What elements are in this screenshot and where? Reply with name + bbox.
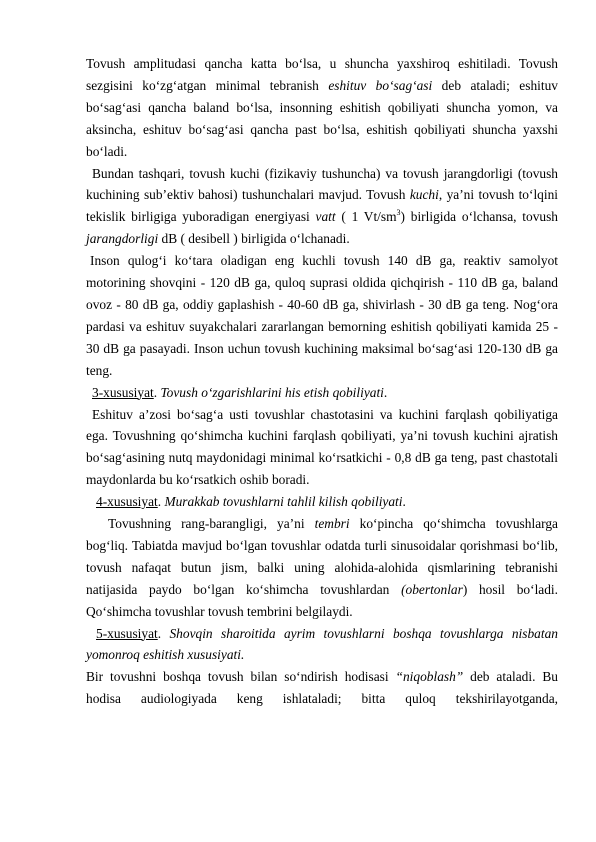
- document-body: [86, 53, 558, 710]
- term-tembri: tembri: [314, 516, 350, 532]
- paragraph-masking: Bir tovushni boshqa tovush bilan so‘ndirish hodisasi “niqoblash” deb ataladi. Bu hodisa audiologiyada keng ishlataladi; bitta quloq tekshirilayotganda,: [86, 669, 558, 707]
- term-kuchi: kuchi: [409, 187, 439, 203]
- term-jarangdorligi: jarangdorligi: [86, 231, 159, 247]
- heading-property-4: 4-xususiyat. Murakkab tovushlarni tahlil kilish qobiliyati.: [96, 494, 406, 510]
- paragraph-loudness-threshold: Tovush amplitudasi qancha katta bo‘lsa, u shuncha yaxshiroq eshitiladi. Tovush sezgisini ko‘zg‘atgan minimal tebranish eshituv bo‘sag‘asi deb ataladi; eshituv bo‘sag‘asi qancha baland bo‘lsa, insonning eshitish qobiliyati shuncha yomon, va aksincha, eshituv bo‘sag‘asi qancha past bo‘lsa, eshitish qobiliyati shuncha yaxshi bo‘ladi.: [86, 56, 558, 159]
- term-vatt: vatt: [315, 209, 336, 225]
- property-4-title: Murakkab tovushlarni tahlil kilish qobiliyati: [164, 494, 403, 510]
- term-obertonlar: (obertonlar: [401, 581, 463, 597]
- paragraph-db-levels: Inson qulog‘i ko‘tara oladigan eng kuchli tovush 140 dB ga, reaktiv samolyot motorining shovqini - 120 dB ga, quloq suprasi oldida qichqirish - 110 dB ga, baland ovoz - 80 dB ga, oddiy gaplashish - 40-60 dB ga, shivirlash - 30 dB ga teng. Nog‘ora pardasi va eshituv suyakchalari zararlangan bemorning eshitish qobiliyati kamida 25 - 30 dB ga pasayadi. Inson uchun tovush kuchining maksimal bo‘sag‘asi 120-130 dB ga teng.: [86, 253, 558, 378]
- term-niqoblash: “niqoblash”: [395, 669, 464, 685]
- property-5-label: 5-xususiyat: [96, 625, 158, 641]
- property-4-label: 4-xususiyat: [96, 494, 158, 510]
- heading-property-3: 3-xususiyat. Tovush o‘zgarishlarini his etish qobiliyati.: [92, 384, 388, 400]
- superscript-exponent: 3: [396, 207, 401, 217]
- heading-property-5: 5-xususiyat. Shovqin sharoitida ayrim tovushlarni boshqa tovushlarga nisbatan yomonroq eshitish xususiyati.: [86, 625, 558, 663]
- paragraph-sound-power: Bundan tashqari, tovush kuchi (fizikaviy tushuncha) va tovush jarangdorligi (tovush kuchining sub’ektiv bahosi) tushunchalari mavjud. Tovush kuchi, ya’ni tovush to‘lqini tekislik birligiga yuboradigan energiyasi vatt ( 1 $Vt/sm^3$) birligida o‘lchansa, tovush jarangdorligi dB ( desibell ) birligida o‘lchanadi.: [86, 165, 559, 247]
- property-5-title: Shovqin sharoitida ayrim tovushlarni boshqa tovushlarga nisbatan yomonroq eshitish xususiyati.: [86, 625, 558, 663]
- property-3-label: 3-xususiyat: [92, 384, 154, 400]
- paragraph-intensity-discrimination: Eshituv a’zosi bo‘sag‘a usti tovushlar chastotasini va kuchini farqlash qobiliyatiga ega. Tovushning qo‘shimcha kuchini farqlash qobiliyati, ya’ni tovush kuchini ajratish bo‘sag‘asining nutq maydonidagi minimal ko‘rsatkichi - 0,8 dB ga teng, past chastotali maydonlarda bu ko‘rsatkich oshib boradi.: [86, 406, 558, 488]
- term-hearing-threshold: eshituv bo‘sag‘asi: [328, 77, 433, 93]
- property-3-title: Tovush o‘zgarishlarini his etish qobiliyati: [160, 384, 384, 400]
- paragraph-timbre: Tovushning rang-barangligi, ya’ni tembri ko‘pincha qo‘shimcha tovushlarga bog‘liq. Tabiatda mavjud bo‘lgan tovushlar odatda turli sinusoidalar qorishmasi bo‘lib, tovush nafaqat butun jism, balki uning alohida-alohida qismlarining tebranishi natijasida paydo bo‘lgan ko‘shimcha tovushlardan (obertonlar) hosil bo‘ladi. Qo‘shimcha tovushlar tovush tembrini belgilaydi.: [86, 516, 558, 619]
